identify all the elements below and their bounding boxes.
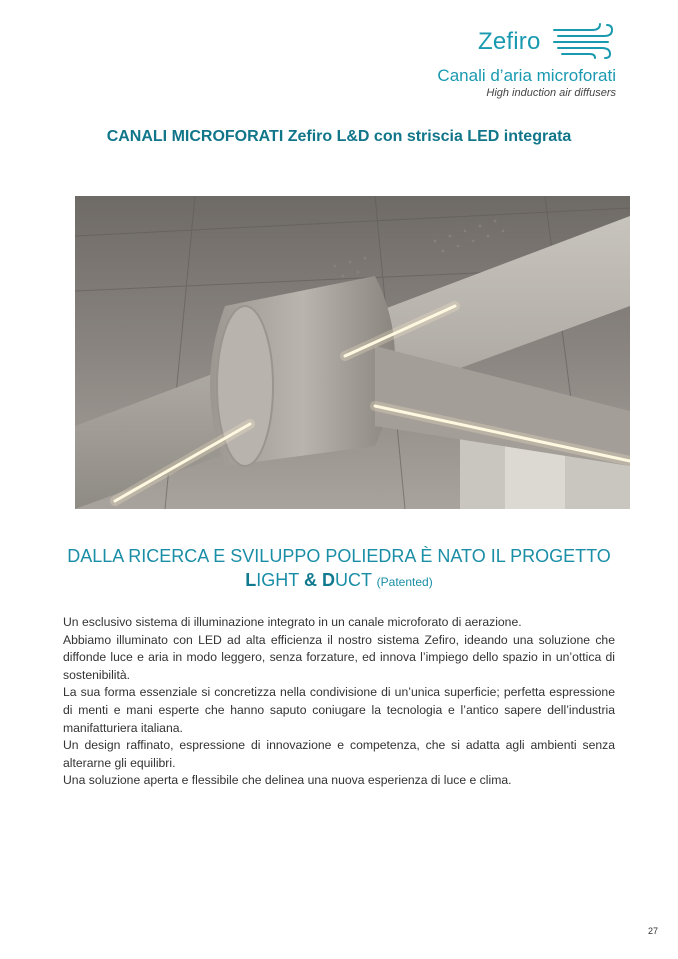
section-heading-line2 [0,568,678,594]
brand-subtitle: High induction air diffusers [486,87,616,99]
paragraph: Un esclusivo sistema di illuminazione integrato in un canale microforato di aerazione. [63,615,522,629]
brand-name: Zefiro [478,28,541,55]
ceiling-duct-photo [75,196,630,509]
paragraph: Un design raffinato, espressione di innovazione e competenza, che si adatta agli ambienti senza alterarne gli equilibri. [63,738,615,770]
ampersand: & [303,570,317,590]
paragraph: Una soluzione aperta e flessibile che delinea una nuova esperienza di luce e clima. [63,773,512,788]
page-number: 27 [647,926,658,936]
duct-rest: UCT [334,570,372,590]
section-heading-line1: DALLA RICERCA E SVILUPPO POLIEDRA È NATO IL PROGETTO [67,546,611,566]
light-initial: L [245,570,257,590]
body-text [63,614,615,790]
section-heading [0,544,678,594]
light-rest: IGHT [256,570,304,590]
brand-logo [420,16,620,102]
paragraph: La sua forma essenziale si concretizza nella condivisione di un’unica superficie; perfetta espressione di menti e mani esperte che hanno saputo coniugare la tecnologia e l’antico sapere dell’industria manifatturiera italiana. [63,685,615,735]
product-photo [75,196,630,509]
air-wave-icon [552,22,618,60]
brand-tagline: Canali d’aria microforati [437,66,616,85]
patented-label: (Patented) [376,575,433,589]
duct-initial: D [321,570,335,590]
paragraph: Abbiamo illuminato con LED ad alta efficienza il nostro sistema Zefiro, ideando una soluzione che diffonde luce e aria in modo leggero, senza forzature, ed innova l’impiego dello spazio in un’ottica di sostenibilità. [63,632,615,682]
page-title: CANALI MICROFORATI Zefiro L&D con striscia LED integrata [106,128,572,145]
